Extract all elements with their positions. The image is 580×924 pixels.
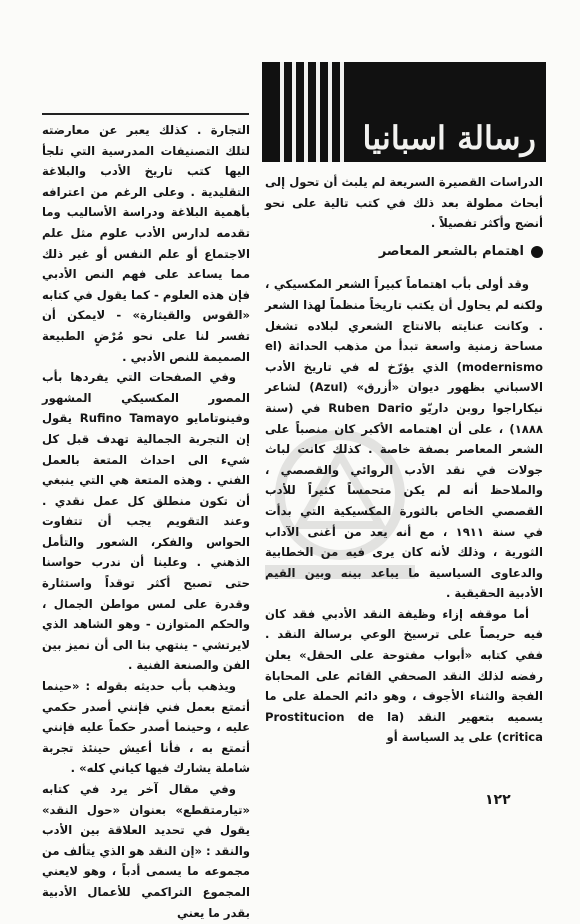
body-paragraph: وفي مقال آخر يرد في كتابه «تيارمتقطع» بعنوان «حول النقد» يقول في تحديد العلاقة بين الأدب والنقد : «إن النقد هو الذي يتألف من مجموعه ما يسمى أدباً ، وهو لايعني المجموع التراكمي للأعمال الأدبية بقدر ما يعني: [42, 782, 250, 920]
body-paragraph: وفي الصفحات التي يفردها بأب المصور المكسيكي المشهور وفينوتامايو Rufino Tamayo يقول إن التجربة الجمالية تهدف قبل كل شيء الى احداث المتعة بالعمل الفني . وهذه المتعة هي التي ينبغي أن تكون منطلق كل عمل نقدي . وعند التقويم يجب أن تتفاوت الحواس والفكر، الشعور والتأمل الذهني . وعلينا أن ندرب حواسنا حتى تصبح أكثر توقداً واستثارة وقدرة على لمس مواطن الجمال ، والحكم المتوازن - وهو الشاهد الذي لايرتشي - ينتهي بنا الى أن نميز بين الفن والصنعة الفنية .: [42, 370, 250, 673]
body-paragraph: التجارة . كذلك يعبر عن معارضته لتلك التصنيفات المدرسية التي تلجأ اليها كتب تاريخ الأدب والبلاغة التقليدية . وعلى الرغم من اعترافه بأهمية البلاغة ودراسة الأساليب وما تقدمه لدارس الأدب علوم مثل علم الاجتماع أو علم النفس أو غير ذلك مما يساعد على فهم النص الأدبي فإن هذه العلوم - كما يقول في كتابه «القوس والقيثارة» - لايمكن أن تفسر لنا على نحو مُرْضٍ الطبيعة الصميمة للنص الأدبي .: [42, 123, 250, 364]
banner-stripe: [328, 62, 332, 162]
intro-paragraph: الدراسات القصيرة السريعة لم يلبث أن تحول إلى أبحاث مطولة بعد ذلك في كتب تالية على نحو أنضج وأكثر تفصيلاً .: [265, 175, 543, 231]
banner-stripe: [316, 62, 320, 162]
body-paragraph: وقد أولى بأب اهتماماً كبيراً الشعر المكسيكي ، ولكنه لم يحاول أن يكتب تاريخاً منظماً لهذا الشعر . وكانت عنايته بالانتاج الشعري لبلاده تشغل مساحة زمنية واسعة تبدأ من مذهب الحداثة (el modernismo) الذي يؤرّخ له في تاريخ الأدب الاسباني بظهور ديوان «أزرق» (Azul) لشاعر نيكاراجوا روبن داريّو Ruben Dario في (سنة ١٨٨٨) ، على أن اهتمامه الأكبر كان منصباً على الشعر المعاصر بصفة خاصة . كذلك كانت لباث جولات في نقد الأدب الروائي والقصصي ، والملاحظ أنه لم يكن متحمساً كثيراً للأدب القصصي الخاص بالثورة المكسيكية التي بدأت في سنة ١٩١١ ، مع أنه يعد من أغنى الآداب الثورية ، وذلك لأنه كان يرى فيه من الخطابية والدعاوى السياسية ما يباعد بينه وبين القيم الأدبية الحقيقية .: [265, 277, 543, 601]
banner-stripe: [280, 62, 284, 162]
page-number: ١٢٢: [485, 792, 511, 808]
body-paragraph: أما موقفه إزاء وظيفة النقد الأدبي فقد كان فيه حريصاً على ترسيخ الوعي برسالة النقد . ففي كتابه «أبواب مفتوحة على الحقل» يعلن رفضه لذلك النقد الصحفي القائم على المحاباة الفجة والثناء الأجوف ، وهو دائم الحملة على ما يسميه بتعهير النقد (Prostitucion de la critica) على يد السياسة أو: [265, 606, 543, 745]
body-paragraph: ويذهب بأب حديثه بقوله : «حينما أتمتع بعمل فني فإنني أصدر حكمي عليه ، وحينما أصدر حكماً عليه فإنني أتمتع به ، فأنا أعيش حينئذ تجربة شاملة يشارك فيها كياني كله» .: [42, 679, 250, 776]
bullet-icon: [531, 246, 543, 258]
banner-stripe: [292, 62, 296, 162]
section-heading: [265, 242, 543, 263]
right-column: [265, 172, 543, 748]
left-column: [42, 120, 250, 923]
section-heading-text: اهتمام بالشعر المعاصر: [378, 243, 524, 259]
banner-stripe: [340, 62, 344, 162]
banner-stripe: [304, 62, 308, 162]
banner-title: رسالة اسبانيا: [362, 119, 536, 157]
top-rule: [42, 113, 249, 115]
column-title-banner: [262, 62, 546, 162]
